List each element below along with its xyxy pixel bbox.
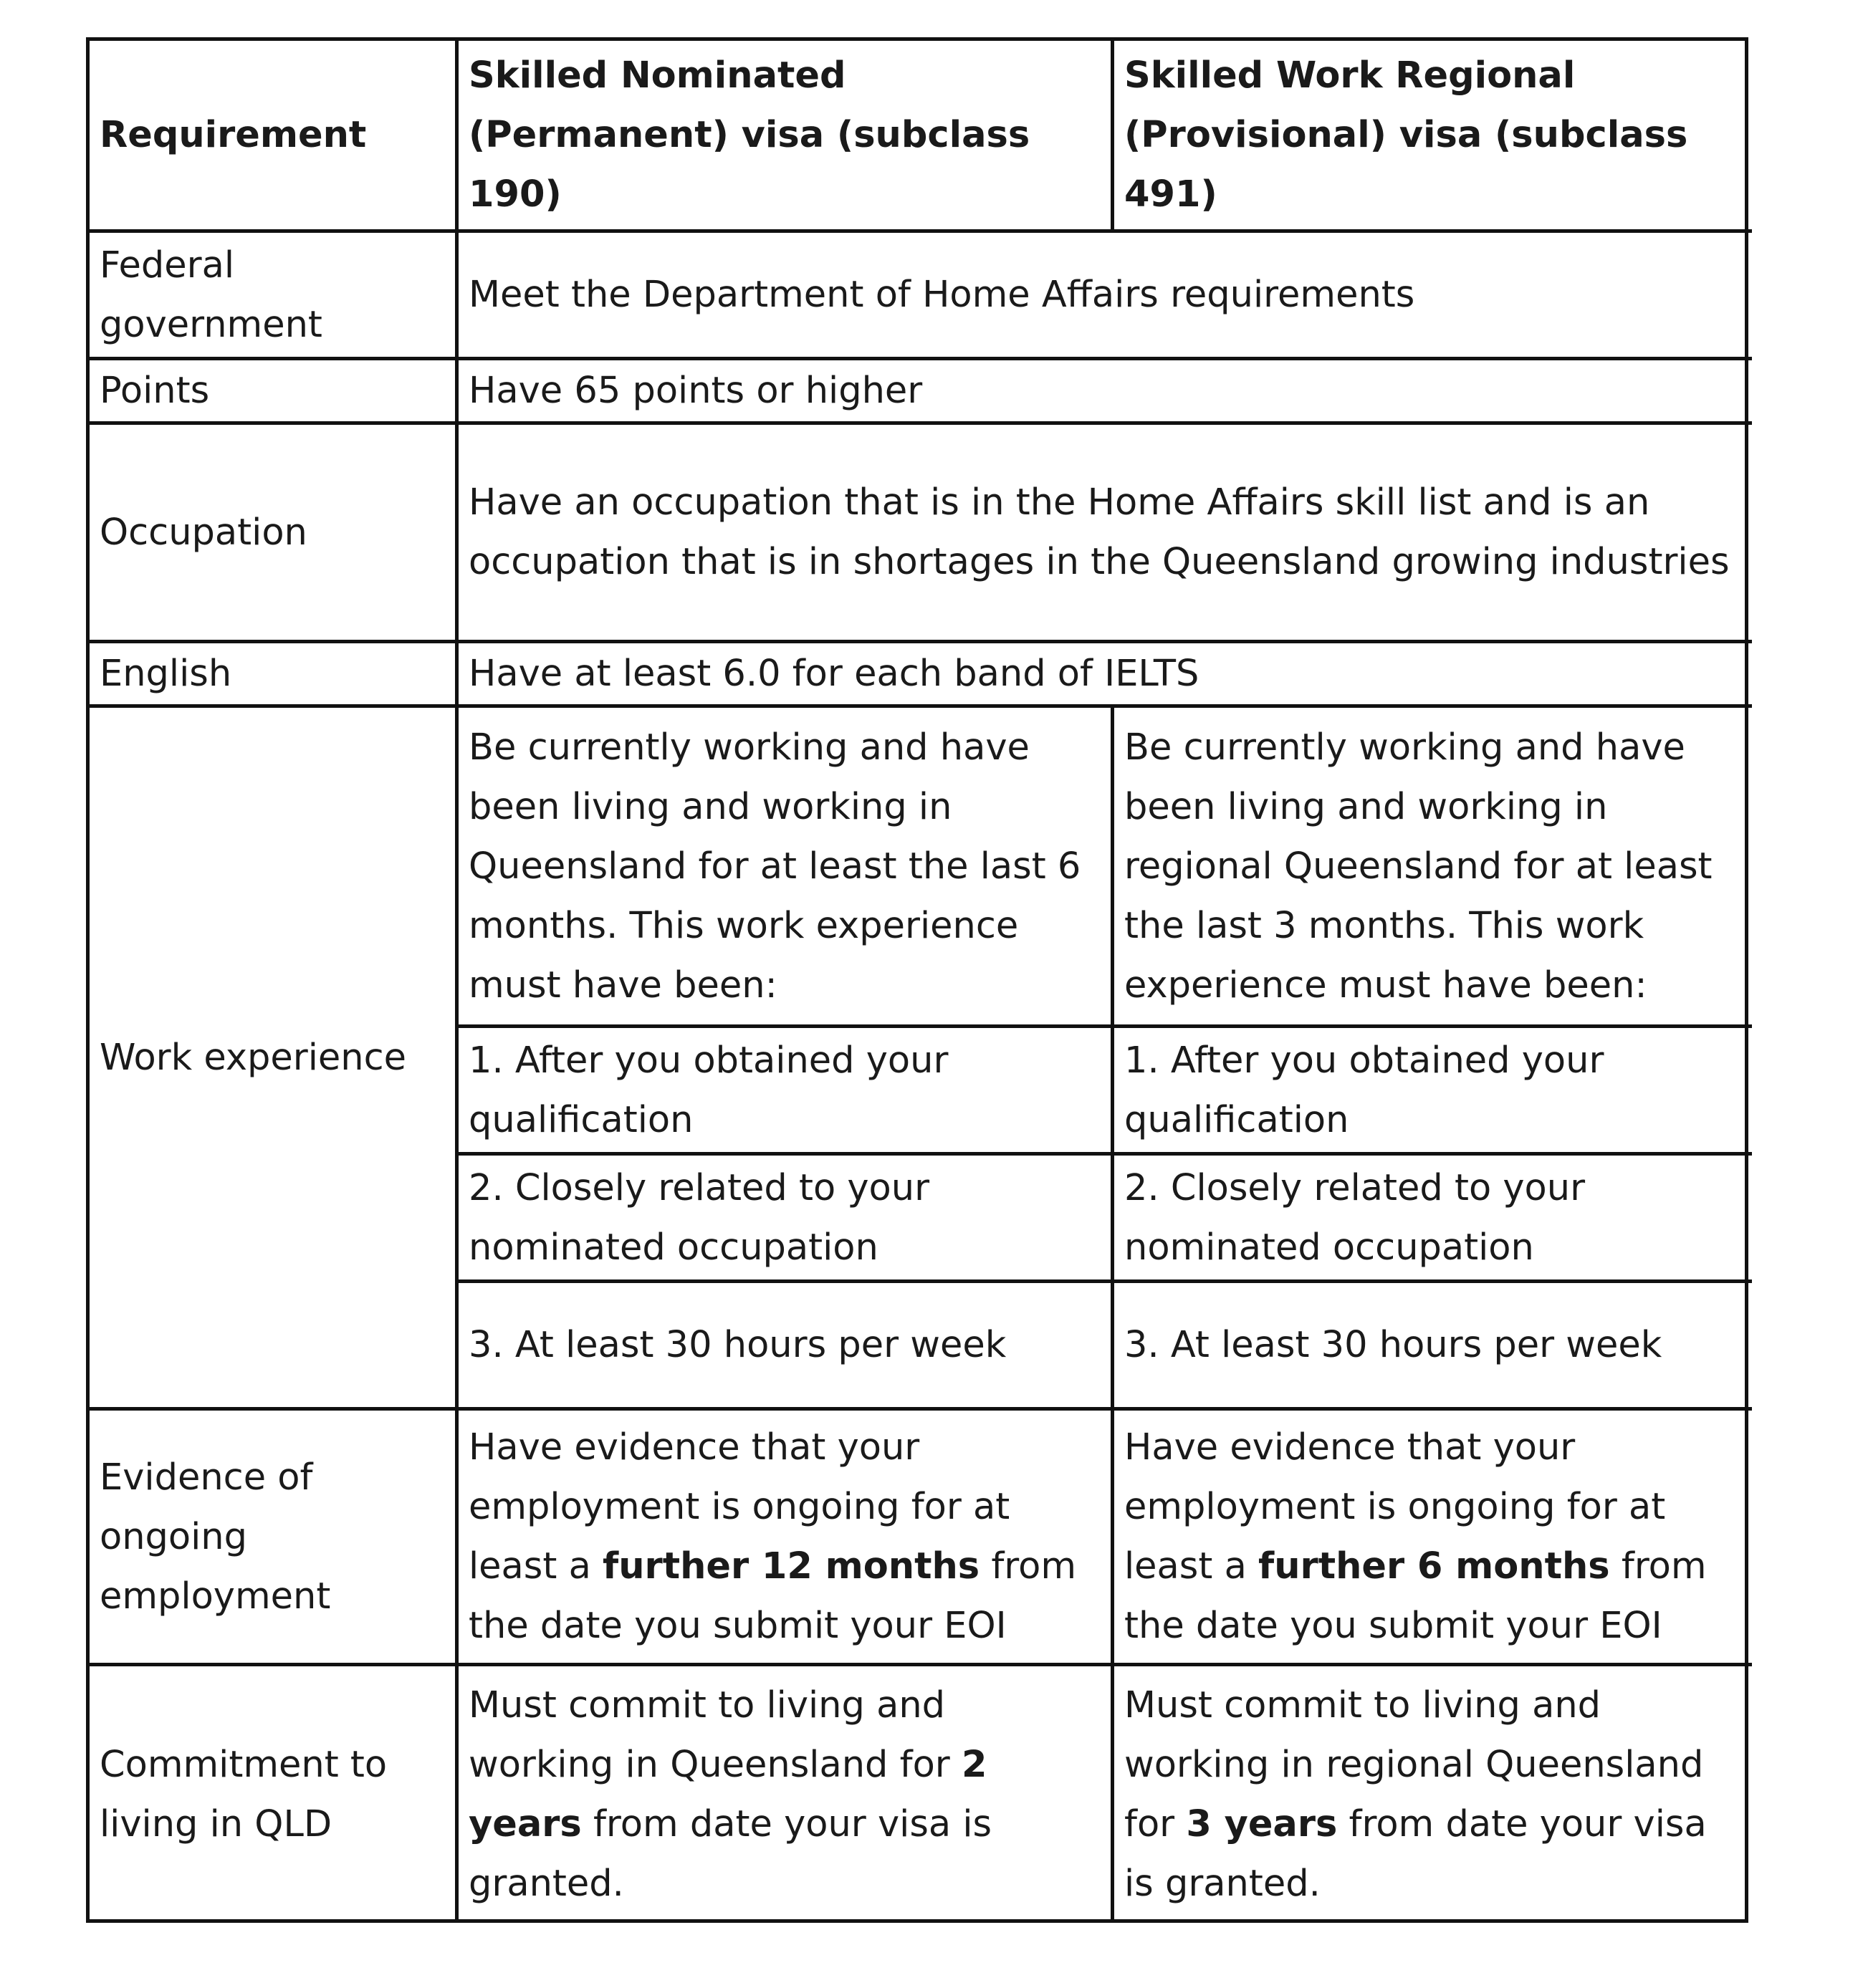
label-occupation: Occupation bbox=[90, 425, 459, 643]
commitment-190-duration: 2 years bbox=[469, 1744, 987, 1845]
work-item2-190: 2. Closely related to your nominated occupation bbox=[459, 1156, 1114, 1283]
evidence-190-pre: Have evidence that your employment is ongoing for at least a bbox=[469, 1426, 1010, 1588]
commitment-190-post: from date your visa is granted. bbox=[469, 1803, 992, 1905]
work-intro-190: Be currently working and have been living and working in Queensland for at least the last 6 months. This work experience must have been: bbox=[459, 708, 1114, 1028]
visa-requirements-table bbox=[86, 37, 1748, 1923]
commitment-491-duration: 3 years bbox=[1186, 1803, 1338, 1845]
header-visa-491: Skilled Work Regional (Provisional) visa (subclass 491) bbox=[1114, 41, 1752, 233]
header-requirement: Requirement bbox=[90, 41, 459, 233]
value-occupation: Have an occupation that is in the Home Affairs skill list and is an occupation that is in shortages in the Queensland growing industries bbox=[459, 425, 1752, 643]
commitment-190 bbox=[459, 1666, 1114, 1923]
label-commitment-qld: Commitment to living in QLD bbox=[90, 1666, 459, 1923]
work-item3-491: 3. At least 30 hours per week bbox=[1114, 1283, 1752, 1411]
evidence-491 bbox=[1114, 1411, 1752, 1666]
label-federal-government: Federal government bbox=[90, 233, 459, 360]
evidence-491-pre: Have evidence that your employment is ongoing for at least a bbox=[1124, 1426, 1666, 1588]
label-work-experience: Work experience bbox=[90, 708, 459, 1411]
value-english: Have at least 6.0 for each band of IELTS bbox=[459, 643, 1752, 708]
label-points: Points bbox=[90, 360, 459, 425]
work-item1-190: 1. After you obtained your qualification bbox=[459, 1028, 1114, 1156]
work-item1-491: 1. After you obtained your qualification bbox=[1114, 1028, 1752, 1156]
work-intro-491: Be currently working and have been living and working in regional Queensland for at least the last 3 months. This work experience must have been: bbox=[1114, 708, 1752, 1028]
evidence-491-post: from the date you submit your EOI bbox=[1124, 1545, 1707, 1647]
work-item2-491: 2. Closely related to your nominated occupation bbox=[1114, 1156, 1752, 1283]
evidence-190-duration: further 12 months bbox=[603, 1545, 980, 1588]
commitment-190-pre: Must commit to living and working in Queensland for bbox=[469, 1684, 962, 1786]
evidence-190-post: from the date you submit your EOI bbox=[469, 1545, 1077, 1647]
label-english: English bbox=[90, 643, 459, 708]
commitment-491-post: from date your visa is granted. bbox=[1124, 1803, 1707, 1905]
evidence-190 bbox=[459, 1411, 1114, 1666]
work-item3-190: 3. At least 30 hours per week bbox=[459, 1283, 1114, 1411]
evidence-491-duration: further 6 months bbox=[1258, 1545, 1610, 1588]
commitment-491-pre: Must commit to living and working in regional Queensland for bbox=[1124, 1684, 1704, 1845]
label-evidence-employment: Evidence of ongoing employment bbox=[90, 1411, 459, 1666]
value-federal-government: Meet the Department of Home Affairs requirements bbox=[459, 233, 1752, 360]
header-visa-190: Skilled Nominated (Permanent) visa (subclass 190) bbox=[459, 41, 1114, 233]
commitment-491 bbox=[1114, 1666, 1752, 1923]
value-points: Have 65 points or higher bbox=[459, 360, 1752, 425]
